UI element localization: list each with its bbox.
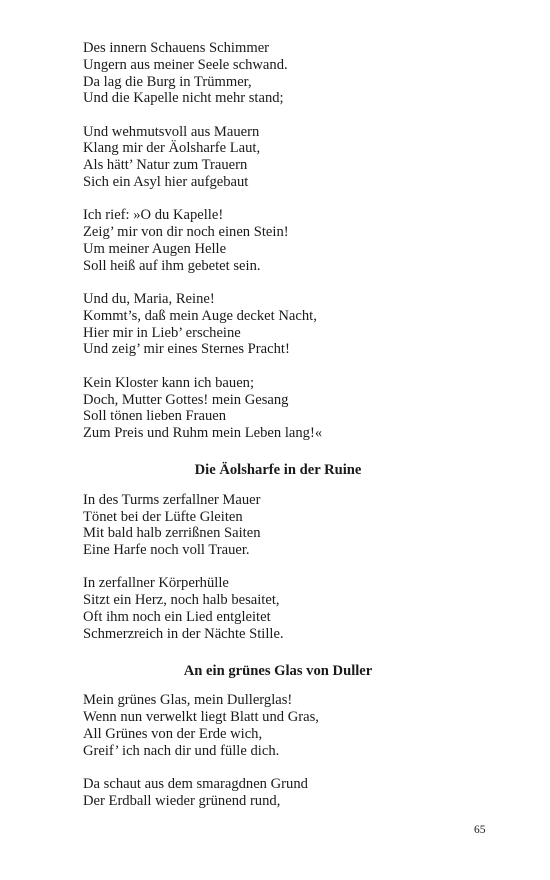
page-number: 65 — [474, 824, 486, 836]
poem-title: An ein grünes Glas von Duller — [183, 662, 373, 679]
verse-line: Hier mir in Lieb’ erscheine — [83, 324, 241, 341]
verse-line: Des innern Schauens Schimmer — [83, 40, 270, 56]
verse-line: Und die Kapelle nicht mehr stand; — [83, 90, 284, 107]
verse-line: Doch, Mutter Gottes! mein Gesang — [83, 391, 289, 408]
verse-line: Als hätt’ Natur zum Trauern — [83, 157, 248, 174]
verse-line: Tönet bei der Lüfte Gleiten — [83, 508, 243, 525]
stanza — [83, 575, 473, 642]
verse-line: Zum Preis und Ruhm mein Leben lang!« — [83, 425, 323, 442]
verse-line: Und wehmutsvoll aus Mauern — [83, 123, 260, 140]
verse-line: Mein grünes Glas, mein Dullerglas! — [83, 692, 293, 709]
verse-line: Sich ein Asyl hier aufgebaut — [83, 174, 249, 191]
stanza — [83, 692, 473, 759]
verse-line: Greif’ ich nach dir und fülle dich. — [83, 742, 280, 759]
page-text — [83, 40, 473, 826]
verse-line: Ich rief: »O du Kapelle! — [83, 207, 224, 224]
stanza — [83, 207, 473, 274]
verse-line: Da schaut aus dem smaragdnen Grund — [83, 776, 308, 793]
stanza — [83, 291, 473, 358]
verse-line: Und du, Maria, Reine! — [83, 291, 215, 308]
verse-line: Mit bald halb zerrißnen Saiten — [83, 525, 261, 542]
poem-title: Die Äolsharfe in der Ruine — [194, 461, 362, 478]
verse-line: Klang mir der Äolsharfe Laut, — [83, 140, 261, 157]
poem-gruenes-glas — [83, 663, 473, 810]
poem-aeolsharfe — [83, 462, 473, 643]
stanza — [83, 40, 473, 107]
stanza — [83, 492, 473, 559]
verse-line: Soll heiß auf ihm gebetet sein. — [83, 257, 261, 274]
stanza — [83, 124, 473, 191]
verse-line: Ungern aus meiner Seele schwand. — [83, 56, 288, 73]
verse-line: Zeig’ mir von dir noch einen Stein! — [83, 224, 289, 241]
verse-line: Sitzt ein Herz, noch halb besaitet, — [83, 592, 280, 609]
verse-line: Kommt’s, daß mein Auge decket Nacht, — [83, 307, 317, 324]
verse-line: All Grünes von der Erde wich, — [83, 726, 263, 742]
stanza — [83, 375, 473, 442]
verse-line: Kein Kloster kann ich bauen; — [83, 374, 255, 391]
poem-continuation — [83, 40, 473, 442]
verse-line: Der Erdball wieder grünend rund, — [83, 792, 281, 809]
verse-line: Eine Harfe noch voll Trauer. — [83, 542, 250, 559]
verse-line: Oft ihm noch ein Lied entgleitet — [83, 609, 271, 626]
verse-line: Und zeig’ mir eines Sternes Pracht! — [83, 341, 290, 358]
stanza — [83, 776, 473, 810]
verse-line: Um meiner Augen Helle — [83, 240, 227, 257]
verse-line: Soll tönen lieben Frauen — [83, 408, 227, 425]
verse-line: Da lag die Burg in Trümmer, — [83, 73, 252, 90]
verse-line: In des Turms zerfallner Mauer — [83, 491, 261, 508]
verse-line: In zerfallner Körperhülle — [83, 575, 229, 592]
verse-line: Schmerzreich in der Nächte Stille. — [83, 625, 284, 642]
verse-line: Wenn nun verwelkt liegt Blatt und Gras, — [83, 709, 319, 726]
